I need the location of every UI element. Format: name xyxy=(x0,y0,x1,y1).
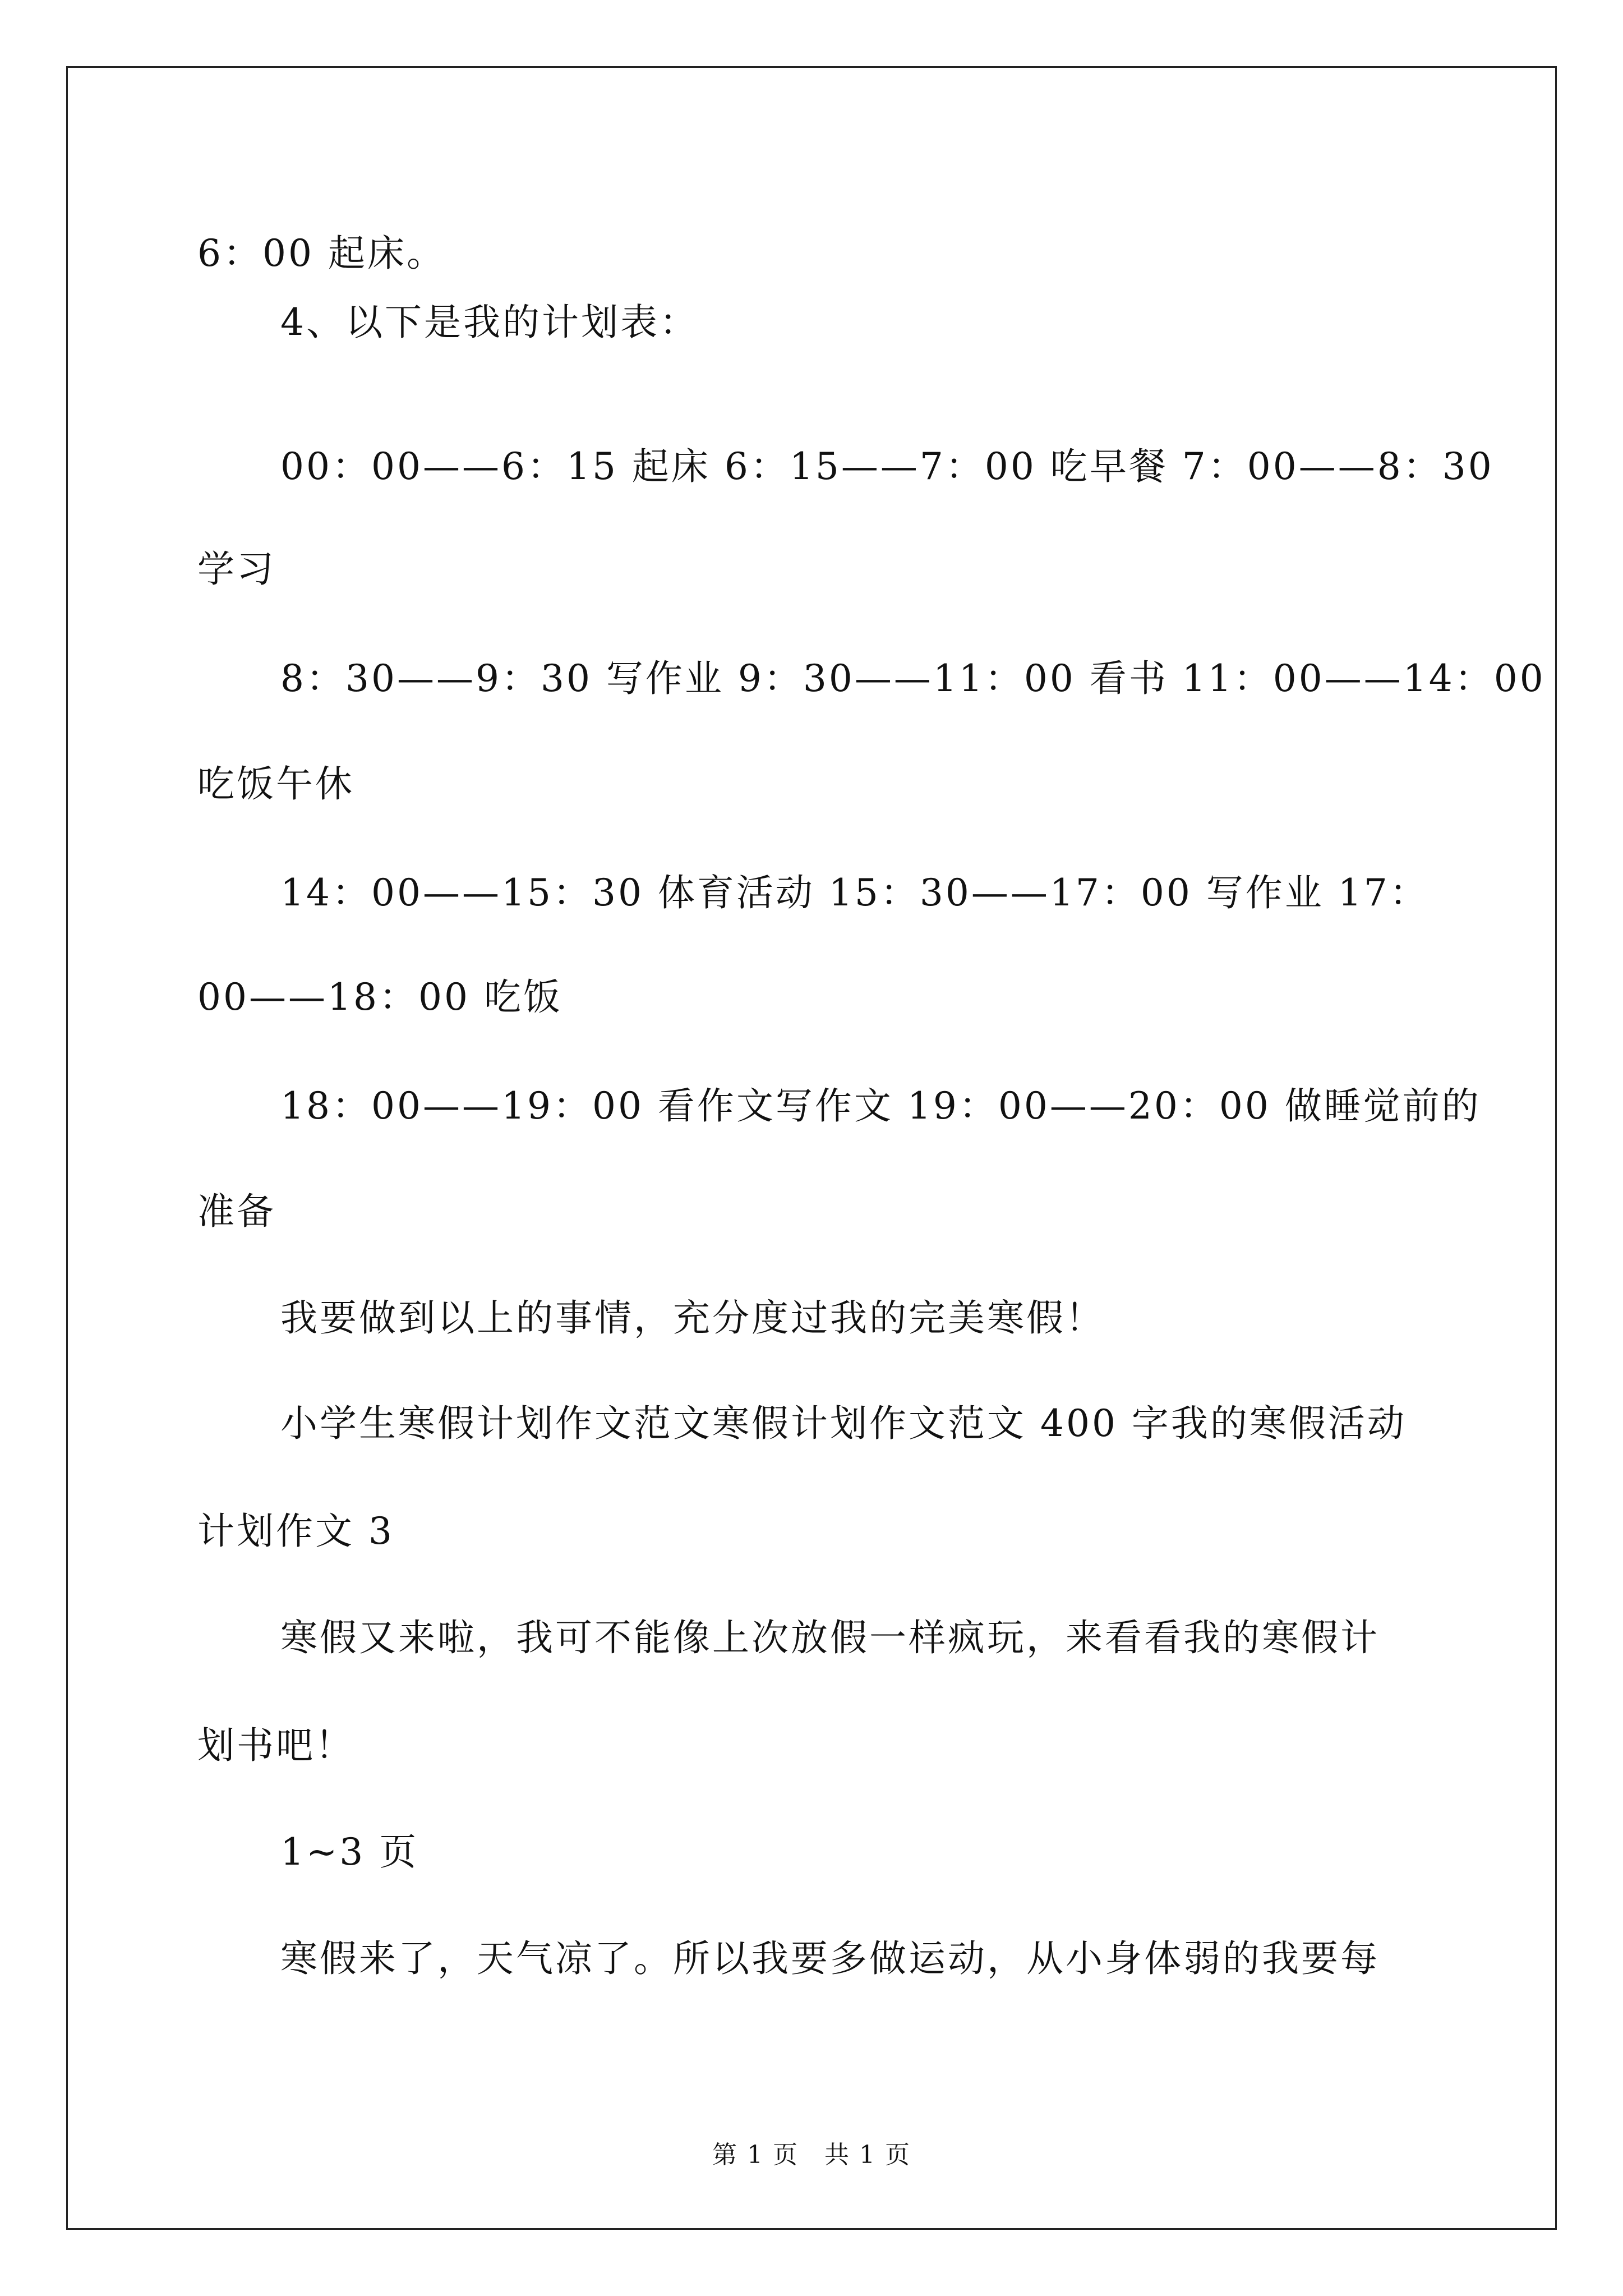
text-line-13: 计划作文 3 xyxy=(197,1510,394,1553)
text-line-17: 寒假来了，天气凉了。所以我要多做运动，从小身体弱的我要每 xyxy=(280,1937,1380,1980)
text-line-10: 准备 xyxy=(197,1190,276,1233)
text-line-2: 4、以下是我的计划表： xyxy=(280,301,699,344)
text-line-5: 8：30——9：30 写作业 9：30——11：00 看书 11：00——14：00 xyxy=(280,657,1546,700)
text-line-4: 学习 xyxy=(197,547,276,591)
page-border xyxy=(66,66,1557,2230)
text-line-14: 寒假又来啦，我可不能像上次放假一样疯玩，来看看我的寒假计 xyxy=(280,1616,1380,1659)
text-line-6: 吃饭午休 xyxy=(197,762,354,806)
text-line-16: 1~3 页 xyxy=(280,1830,419,1874)
text-line-15: 划书吧！ xyxy=(197,1724,354,1767)
text-line-7: 14：00——15：30 体育活动 15：30——17：00 写作业 17： xyxy=(280,871,1429,914)
text-line-1: 6：00 起床。 xyxy=(197,232,446,275)
text-line-12: 小学生寒假计划作文范文寒假计划作文范文 400 字我的寒假活动 xyxy=(280,1402,1407,1445)
text-line-11: 我要做到以上的事情，充分度过我的完美寒假！ xyxy=(280,1296,1105,1340)
text-line-9: 18：00——19：00 看作文写作文 19：00——20：00 做睡觉前的 xyxy=(280,1084,1481,1128)
text-line-3: 00：00——6：15 起床 6：15——7：00 吃早餐 7：00——8：30 xyxy=(280,445,1494,488)
page-footer: 第 1 页 共 1 页 xyxy=(712,2141,911,2169)
text-line-8: 00——18：00 吃饭 xyxy=(197,976,562,1019)
